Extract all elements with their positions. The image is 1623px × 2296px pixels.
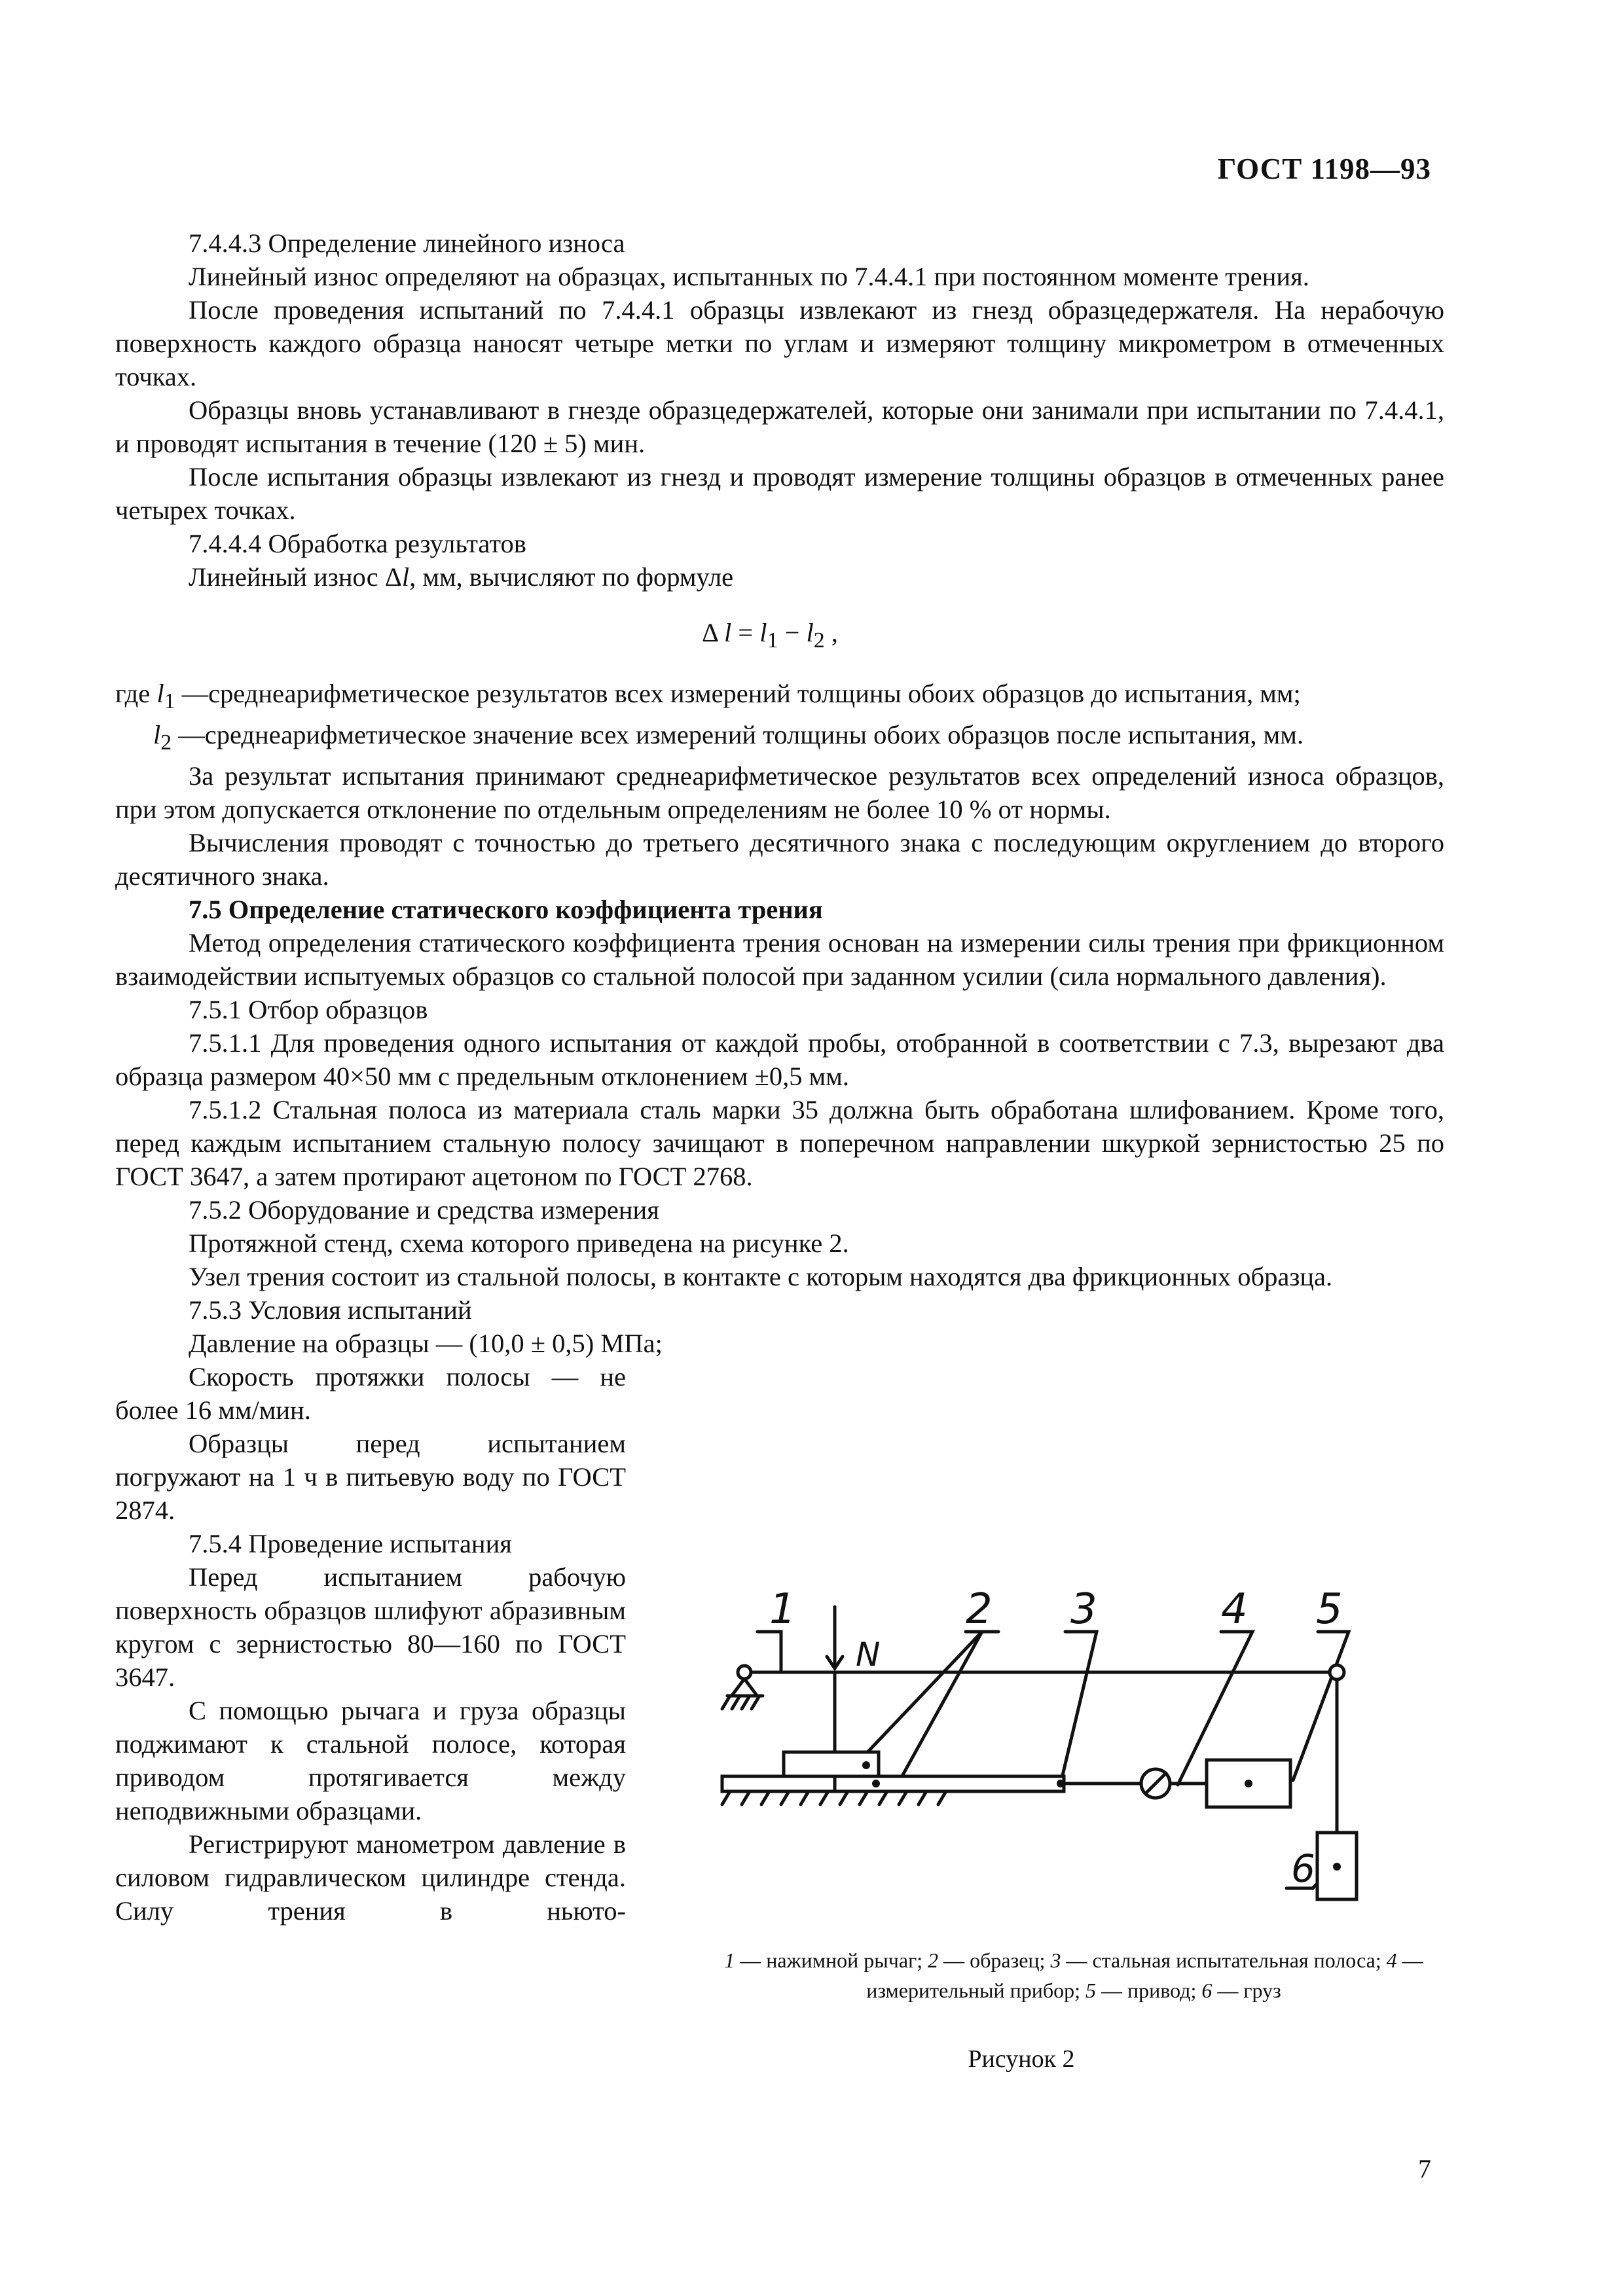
leader-1 <box>757 1632 781 1646</box>
paragraph: Узел трения состоит из стальной полосы, в контакте с которым находятся два фрикционных образца. <box>189 1262 1333 1292</box>
paragraph: Вычисления проводят с точностью до третьего десятичного знака с последующим округлением до второго десятичного знака. <box>115 828 1444 891</box>
heading-753: 7.5.3 Условия испытаний <box>189 1295 472 1325</box>
label-4: 4 <box>1221 1585 1248 1634</box>
figure-title: Рисунок 2 <box>968 2045 1075 2073</box>
paragraph: 7.5.1.2 Стальная полоса из материала сталь марки 35 должна быть обработана шлифованием. Кроме того, перед каждым испытанием стальную полосу зачищают в поперечном направлении шкуркой зернистостью 25 по ГОСТ 3647, а затем протирают ацетоном по ГОСТ 2768. <box>115 1095 1444 1192</box>
heading-7443: 7.4.4.3 Определение линейного износа <box>189 228 625 258</box>
label-3: 3 <box>1070 1585 1097 1634</box>
label-6: 6 <box>1291 1846 1315 1891</box>
steel-strip <box>722 1776 1064 1791</box>
label-5: 5 <box>1316 1585 1343 1634</box>
paragraph: Линейный износ Δl, мм, вычисляют по формуле <box>189 562 734 592</box>
label-1: 1 <box>769 1585 796 1634</box>
caption-item: 5 — привод; <box>1085 1979 1202 2002</box>
paragraph: После проведения испытаний по 7.4.4.1 образцы извлекают из гнезд образцедержателя. На нерабочую поверхность каждого образца наносят четыре метки по углам и измеряют толщину микрометром в отмеченных точках. <box>115 295 1444 391</box>
pivot-right <box>1330 1665 1344 1679</box>
document-header: ГОСТ 1198—93 <box>1217 152 1431 185</box>
section-heading-75: 7.5 Определение статического коэффициента трения <box>189 895 823 925</box>
paragraph: Давление на образцы — (10,0 ± 0,5) МПа; <box>189 1329 663 1359</box>
leader-5 <box>1293 1632 1349 1780</box>
dot-strip <box>1057 1780 1065 1787</box>
paragraph: Образцы перед испытанием погружают на 1 ч в питьевую воду по ГОСТ 2874. <box>115 1429 626 1526</box>
paragraph: Регистрируют манометром давление в силовом гидравлическом цилиндре стенда. Силу трения в ньюто- <box>115 1829 626 1926</box>
paragraph: За результат испытания принимают среднеарифметическое результатов всех определений износа образцов, при этом допускается отклонение по отдельным определениям не более 10 % от нормы. <box>115 761 1444 825</box>
leader-3 <box>1061 1632 1097 1784</box>
formula: Δ $l = l_1 - l_2$ , <box>702 618 838 653</box>
caption-item: 4 — измерительный прибор; <box>866 1948 1423 2002</box>
paragraph: Образцы вновь устанавливают в гнезде образцедержателей, которые они занимали при испытании по 7.4.4.1, и проводят испытания в течение (120 ± 5) мин. <box>115 395 1444 458</box>
caption-item: 6 — груз <box>1201 1979 1281 2002</box>
paragraph: Перед испытанием рабочую поверхность образцов шлифуют абразивным кругом с зернистостью 80—160 по ГОСТ 3647. <box>115 1562 626 1693</box>
label-2: 2 <box>966 1585 993 1634</box>
force-label-n: N <box>856 1636 881 1674</box>
caption-item: 2 — образец; <box>928 1948 1051 1972</box>
heading-752: 7.5.2 Оборудование и средства измерения <box>189 1195 659 1225</box>
paragraph: 7.5.1.1 Для проведения одного испытания от каждой пробы, отобранной в соответствии с 7.3, вырезают два образца размером 40×50 мм с предельным отклонением ±0,5 мм. <box>115 1028 1444 1092</box>
caption-item: 3 — стальная испытательная полоса; <box>1050 1948 1387 1972</box>
dot-sample-bottom <box>872 1780 880 1787</box>
caption-item: 1 — нажимной рычаг; <box>724 1948 928 1972</box>
dot-weight <box>1333 1863 1341 1871</box>
paragraph: Метод определения статического коэффициента трения основан на измерении силы трения при фрикционном взаимодействии испытуемых образцов со стальной полосой при заданном усилии (сила нормального давления). <box>115 928 1444 992</box>
paragraph: Протяжной стенд, схема которого приведена на рисунке 2. <box>189 1229 849 1259</box>
heading-754: 7.5.4 Проведение испытания <box>189 1529 512 1559</box>
paragraph: После испытания образцы извлекают из гнезд и проводят измерение толщины образцов в отмеченных ранее четырех точках. <box>115 462 1444 525</box>
heading-751: 7.5.1 Отбор образцов <box>189 995 428 1025</box>
pivot-left <box>738 1666 751 1679</box>
test-stand-schematic <box>704 1574 1444 1941</box>
left-column <box>115 1360 626 1928</box>
heading-7444: 7.4.4.4 Обработка результатов <box>189 529 526 558</box>
formula-explanation-l1: где $l_1$ — среднеарифметическое результатов всех измерений толщины обоих образцов до испытания, мм; <box>115 679 1301 714</box>
figure-caption <box>694 1945 1453 2005</box>
paragraph: Скорость протяжки полосы — не более 16 мм/мин. <box>115 1362 626 1426</box>
paragraph: Линейный износ определяют на образцах, испытанных по 7.4.4.1 при постоянном моменте трения. <box>189 262 1309 291</box>
page-number: 7 <box>1418 2154 1431 2183</box>
force-arrow-n <box>827 1607 843 1668</box>
dot-drive <box>1245 1780 1252 1787</box>
formula-explanation-l2: $l_2$ — среднеарифметическое значение всех измерений толщины обоих образцов после испытания, мм. <box>153 720 1304 755</box>
paragraph: С помощью рычага и груза образцы поджимают к стальной полосе, которая приводом протягивается между неподвижными образцами. <box>115 1696 626 1826</box>
dot-sample-top <box>862 1761 870 1769</box>
